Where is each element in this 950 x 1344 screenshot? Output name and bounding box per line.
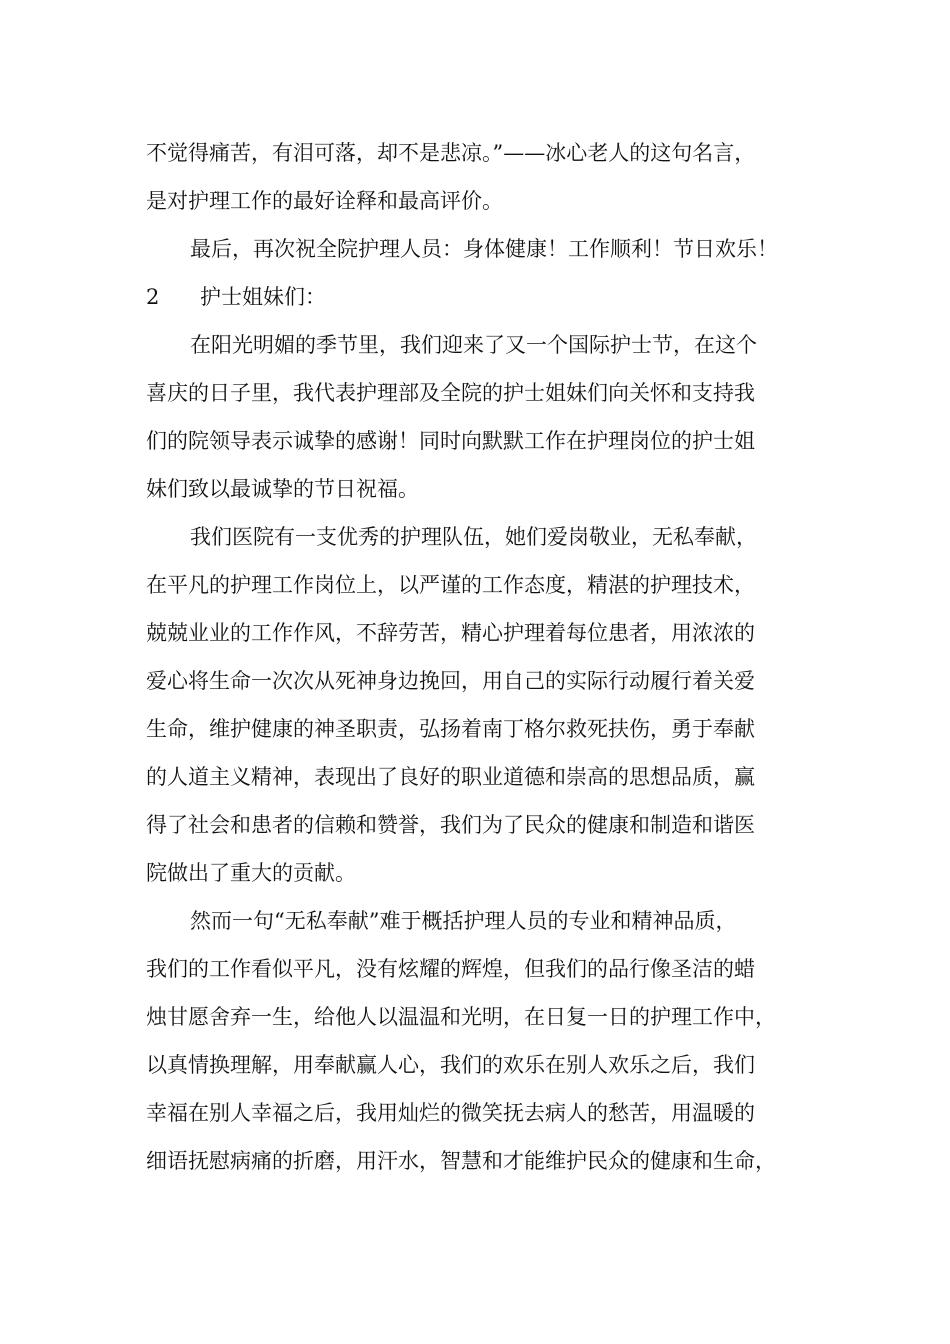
paragraph-selfless-dedication <box>146 897 836 1185</box>
text-line: 喜庆的日子里，我代表护理部及全院的护士姐妹们向关怀和支持我 <box>146 381 755 405</box>
paragraph-nursing-team <box>146 513 836 897</box>
text-line: 我们医院有一支优秀的护理队伍，她们爱岗敬业，无私奉献， <box>190 525 757 549</box>
text-line: 不觉得痛苦，有泪可落，却不是悲凉。”——冰心老人的这句名言， <box>146 141 756 165</box>
section-salutation: 护士姐妹们： <box>200 285 326 309</box>
text-line: 院做出了重大的贡献。 <box>146 861 356 885</box>
text-line: 妹们致以最诚挚的节日祝福。 <box>146 477 419 501</box>
paragraph-closing-wishes <box>146 225 836 273</box>
text-line: 最后，再次祝全院护理人员：身体健康！工作顺利！节日欢乐！ <box>190 237 778 261</box>
text-line: 幸福在别人幸福之后，我用灿烂的微笑抚去病人的愁苦，用温暖的 <box>146 1101 755 1125</box>
section-heading <box>146 273 836 321</box>
text-line: 烛甘愿舍弃一生，给他人以温温和光明，在日复一日的护理工作中， <box>146 1005 776 1029</box>
text-line: 在平凡的护理工作岗位上，以严谨的工作态度，精湛的护理技术， <box>146 573 755 597</box>
text-line: 以真情换理解，用奉献赢人心，我们的欢乐在别人欢乐之后，我们 <box>146 1053 755 1077</box>
text-line: 的人道主义精神，表现出了良好的职业道德和崇高的思想品质，赢 <box>146 765 755 789</box>
text-line: 然而一句“无私奉献”难于概括护理人员的专业和精神品质， <box>190 909 737 933</box>
text-line: 我们的工作看似平凡，没有炫耀的辉煌，但我们的品行像圣洁的蜡 <box>146 957 755 981</box>
paragraph-nurses-day-greeting <box>146 321 836 513</box>
paragraph-quote-ending <box>146 129 836 225</box>
text-line: 生命，维护健康的神圣职责，弘扬着南丁格尔救死扶伤，勇于奉献 <box>146 717 755 741</box>
body-text <box>146 129 836 1185</box>
text-line: 们的院领导表示诚挚的感谢！同时向默默工作在护理岗位的护士姐 <box>146 429 755 453</box>
text-line: 细语抚慰病痛的折磨，用汗水，智慧和才能维护民众的健康和生命， <box>146 1149 776 1173</box>
text-line: 在阳光明媚的季节里，我们迎来了又一个国际护士节，在这个 <box>190 333 757 357</box>
text-line: 得了社会和患者的信赖和赞誉，我们为了民众的健康和制造和谐医 <box>146 813 755 837</box>
text-line: 兢兢业业的工作作风，不辞劳苦，精心护理着每位患者，用浓浓的 <box>146 621 755 645</box>
text-line: 是对护理工作的最好诠释和最高评价。 <box>146 189 503 213</box>
text-line: 爱心将生命一次次从死神身边挽回，用自己的实际行动履行着关爱 <box>146 669 755 693</box>
section-number: 2 <box>146 285 160 309</box>
